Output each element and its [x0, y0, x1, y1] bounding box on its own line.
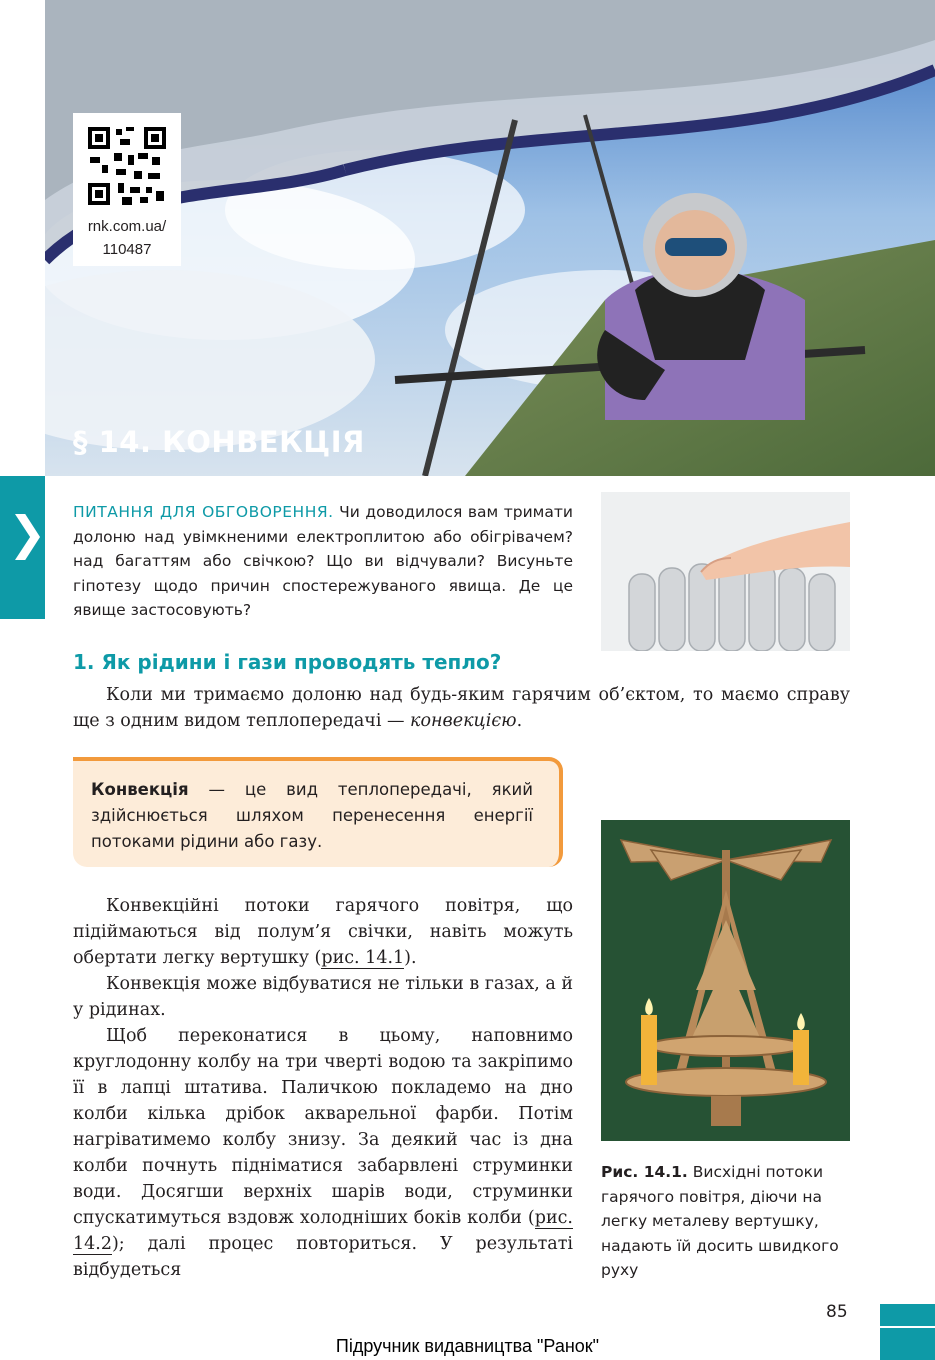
publisher-footer: Підручник видавництва "Ранок": [335, 1336, 600, 1356]
definition-callout: [73, 757, 563, 867]
definition-term: Конвекція: [91, 780, 189, 799]
side-tab[interactable]: [0, 476, 45, 619]
definition-text: [91, 777, 533, 855]
qr-code-block[interactable]: [73, 113, 181, 266]
body-p3-text: Щоб переконатися в цьому, наповнимо круглодонну колбу на три чверті водою та закріпимо її в лапці штатива. Паличкою покладемо на дно колби кілька дрібок акварельної фарби. Потім нагріватимемо колбу знизу. За деякий час із дна колби почнуть підніматися забарвлені струминки води. Досягши верхніх шарів води, струминки спускатимуться вздовж холодніших боків колби (: [73, 1026, 573, 1228]
section-heading-1: 1. Як рідини і гази проводять тепло?: [73, 650, 502, 674]
discussion-questions: [73, 500, 573, 623]
hand-over-heater-photo: [601, 492, 850, 651]
body-paragraph-1: [73, 893, 573, 971]
discussion-text: Чи доводилося вам тримати долоню над увімкненими електроплитою або обігрівачем? над багаттям або свічкою? Що ви відчували? Висуньте гіпотезу щодо причин спостережуваного явища. Де це явище застосовують?: [73, 503, 573, 619]
body-p1-text: Конвекційні потоки гарячого повітря, що підіймаються від полум’я свічки, навіть можуть обертати легку вертушку (: [73, 896, 573, 968]
body-p1-end: ).: [404, 948, 417, 968]
qr-code-icon: [86, 125, 168, 207]
figure-14-1-photo: [601, 820, 850, 1141]
body-p3-end: ); далі процес повториться. У результаті відбудеться: [73, 1234, 573, 1280]
definition-body: — це вид теплопередачі, який здійснюється шляхом перенесення енергії потоками рідини або газу.: [91, 780, 533, 851]
intro-paragraph: [73, 682, 850, 734]
body-paragraph-2: Конвекція може відбуватися не тільки в газах, а й у рідинах.: [73, 974, 573, 1020]
caption-label: Рис. 14.1.: [601, 1163, 688, 1181]
body-paragraph-3: [73, 1023, 573, 1283]
discussion-lead: ПИТАННЯ ДЛЯ ОБГОВОРЕННЯ.: [73, 503, 334, 521]
body-text: [73, 893, 573, 1283]
margin-strip: [0, 0, 45, 476]
figure-14-1-caption: [601, 1160, 851, 1283]
figure-14-2-link[interactable]: рис. 14.2: [73, 1208, 573, 1254]
qr-url-line1[interactable]: rnk.com.ua/: [87, 218, 167, 235]
section-title: § 14. КОНВЕКЦІЯ: [73, 425, 365, 459]
intro-emphasis: конвекцією: [410, 711, 517, 731]
qr-url-line2[interactable]: 110487: [102, 241, 152, 258]
caption-text: Висхідні потоки гарячого повітря, діючи на легку металеву вертушку, надають їй досить швидкого руху: [601, 1163, 839, 1279]
chevron-right-icon: ❯: [8, 506, 47, 560]
corner-divider: [880, 1326, 935, 1328]
page-number: 85: [826, 1302, 848, 1322]
intro-text: Коли ми тримаємо долоню над будь-яким гарячим об’єктом, то маємо справу ще з одним видом теплопередачі —: [73, 685, 850, 731]
figure-14-1-link[interactable]: рис. 14.1: [321, 948, 405, 968]
intro-end: .: [516, 711, 523, 731]
